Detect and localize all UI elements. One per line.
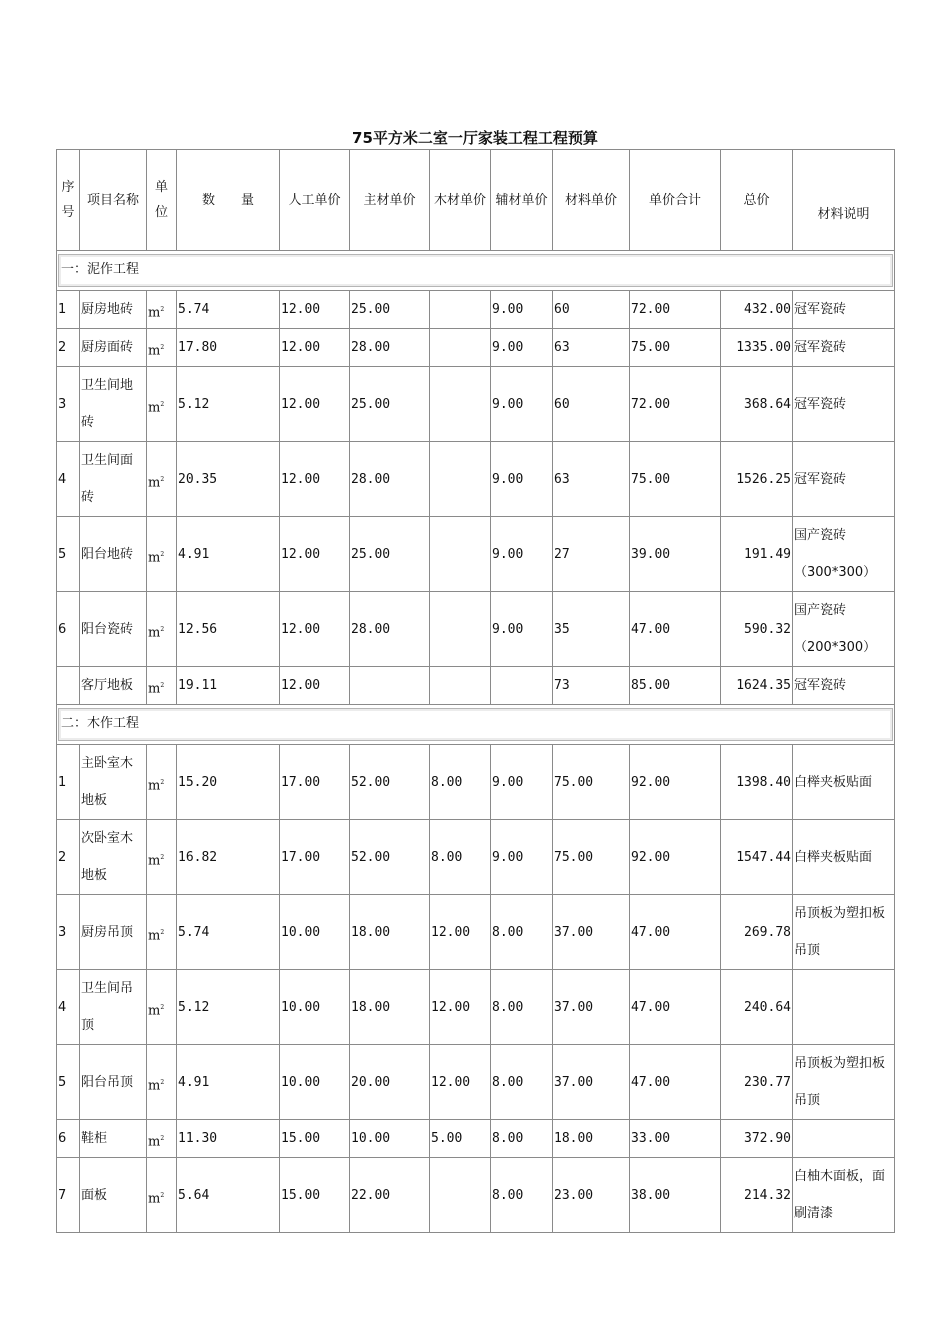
cell-material: 35 [553, 592, 630, 667]
section-row [57, 705, 895, 745]
cell-wood [430, 442, 491, 517]
cell-labor: 15.00 [280, 1158, 350, 1233]
cell-aux: 9.00 [491, 442, 553, 517]
cell-no: 6 [57, 592, 80, 667]
cell-wood: 12.00 [430, 895, 491, 970]
cell-material: 75.00 [553, 820, 630, 895]
unit-superscript: 2 [160, 1003, 165, 1011]
cell-total: 214.32 [721, 1158, 793, 1233]
unit-symbol: $m^2$ [148, 475, 165, 491]
cell-aux: 8.00 [491, 970, 553, 1045]
cell-aux: 8.00 [491, 895, 553, 970]
cell-wood: 12.00 [430, 1045, 491, 1120]
cell-material: 73 [553, 667, 630, 705]
cell-unit-total: 75.00 [630, 329, 721, 367]
cell-total: 1624.35 [721, 667, 793, 705]
table-row [57, 329, 895, 367]
cell-main: 25.00 [350, 367, 430, 442]
cell-material: 37.00 [553, 970, 630, 1045]
section-label: 二：木作工程 [58, 708, 893, 741]
unit-symbol: $m^2$ [148, 928, 165, 944]
cell-no: 4 [57, 970, 80, 1045]
unit-superscript: 2 [160, 475, 165, 483]
budget-table [56, 149, 895, 1233]
cell-name: 阳台吊顶 [80, 1045, 147, 1120]
cell-aux: 8.00 [491, 1120, 553, 1158]
header-total: 总价 [721, 150, 793, 251]
cell-wood: 5.00 [430, 1120, 491, 1158]
unit-symbol: $m^2$ [148, 305, 165, 321]
cell-main: 20.00 [350, 1045, 430, 1120]
cell-material: 75.00 [553, 745, 630, 820]
unit-superscript: 2 [160, 853, 165, 861]
cell-qty: 5.12 [177, 367, 280, 442]
cell-total: 368.64 [721, 367, 793, 442]
cell-no: 2 [57, 329, 80, 367]
header-name: 项目名称 [80, 150, 147, 251]
cell-total: 590.32 [721, 592, 793, 667]
cell-name: 厨房地砖 [80, 291, 147, 329]
cell-material: 63 [553, 329, 630, 367]
cell-qty: 12.56 [177, 592, 280, 667]
cell-unit [147, 667, 177, 705]
cell-material: 37.00 [553, 1045, 630, 1120]
unit-superscript: 2 [160, 400, 165, 408]
cell-name: 卫生间面砖 [80, 442, 147, 517]
cell-labor: 12.00 [280, 291, 350, 329]
cell-wood: 12.00 [430, 970, 491, 1045]
cell-unit-total: 92.00 [630, 745, 721, 820]
cell-aux: 9.00 [491, 592, 553, 667]
cell-aux: 9.00 [491, 329, 553, 367]
cell-unit [147, 329, 177, 367]
cell-labor: 12.00 [280, 592, 350, 667]
cell-wood [430, 329, 491, 367]
cell-note: 吊顶板为塑扣板吊顶 [793, 1045, 895, 1120]
table-row [57, 592, 895, 667]
unit-symbol: $m^2$ [148, 681, 165, 697]
table-row [57, 745, 895, 820]
section-cell [57, 251, 895, 291]
cell-labor: 12.00 [280, 667, 350, 705]
table-row [57, 1120, 895, 1158]
cell-note [793, 1120, 895, 1158]
cell-main: 52.00 [350, 745, 430, 820]
cell-name: 次卧室木地板 [80, 820, 147, 895]
cell-labor: 17.00 [280, 820, 350, 895]
header-aux: 辅材单价 [491, 150, 553, 251]
header-main: 主材单价 [350, 150, 430, 251]
cell-note: 冠军瓷砖 [793, 291, 895, 329]
cell-note: 冠军瓷砖 [793, 442, 895, 517]
cell-wood [430, 1158, 491, 1233]
cell-unit [147, 895, 177, 970]
cell-unit [147, 1158, 177, 1233]
cell-qty: 5.74 [177, 895, 280, 970]
cell-main: 18.00 [350, 970, 430, 1045]
cell-aux: 8.00 [491, 1045, 553, 1120]
cell-unit-total: 38.00 [630, 1158, 721, 1233]
header-row [57, 150, 895, 251]
cell-material: 18.00 [553, 1120, 630, 1158]
cell-unit-total: 47.00 [630, 1045, 721, 1120]
cell-name: 阳台瓷砖 [80, 592, 147, 667]
unit-symbol: $m^2$ [148, 1134, 165, 1150]
cell-material: 37.00 [553, 895, 630, 970]
cell-main: 28.00 [350, 329, 430, 367]
cell-no: 5 [57, 1045, 80, 1120]
cell-labor: 12.00 [280, 517, 350, 592]
cell-note: 白柚木面板，面刷清漆 [793, 1158, 895, 1233]
unit-symbol: $m^2$ [148, 853, 165, 869]
cell-aux: 9.00 [491, 517, 553, 592]
cell-note: 冠军瓷砖 [793, 367, 895, 442]
cell-note: 冠军瓷砖 [793, 329, 895, 367]
cell-labor: 10.00 [280, 895, 350, 970]
cell-unit-total: 72.00 [630, 291, 721, 329]
unit-superscript: 2 [160, 682, 165, 690]
cell-note: 冠军瓷砖 [793, 667, 895, 705]
cell-unit-total: 47.00 [630, 592, 721, 667]
cell-unit-total: 85.00 [630, 667, 721, 705]
cell-labor: 10.00 [280, 1045, 350, 1120]
header-material: 材料单价 [553, 150, 630, 251]
cell-name: 厨房吊顶 [80, 895, 147, 970]
cell-total: 1398.40 [721, 745, 793, 820]
cell-main: 28.00 [350, 592, 430, 667]
unit-superscript: 2 [160, 1078, 165, 1086]
cell-no: 5 [57, 517, 80, 592]
header-labor: 人工单价 [280, 150, 350, 251]
cell-name: 厨房面砖 [80, 329, 147, 367]
unit-superscript: 2 [160, 550, 165, 558]
cell-main: 10.00 [350, 1120, 430, 1158]
table-row [57, 442, 895, 517]
cell-name: 阳台地砖 [80, 517, 147, 592]
unit-symbol: $m^2$ [148, 1003, 165, 1019]
cell-labor: 15.00 [280, 1120, 350, 1158]
unit-symbol: $m^2$ [148, 343, 165, 359]
cell-total: 269.78 [721, 895, 793, 970]
cell-unit [147, 970, 177, 1045]
cell-total: 1547.44 [721, 820, 793, 895]
cell-no: 1 [57, 291, 80, 329]
section-cell [57, 705, 895, 745]
cell-note: 国产瓷砖（200*300） [793, 592, 895, 667]
cell-qty: 11.30 [177, 1120, 280, 1158]
cell-unit-total: 75.00 [630, 442, 721, 517]
table-row [57, 1045, 895, 1120]
table-row [57, 820, 895, 895]
cell-aux: 9.00 [491, 291, 553, 329]
unit-symbol: $m^2$ [148, 1191, 165, 1207]
cell-labor: 10.00 [280, 970, 350, 1045]
cell-name: 鞋柜 [80, 1120, 147, 1158]
cell-labor: 12.00 [280, 442, 350, 517]
cell-unit [147, 592, 177, 667]
cell-qty: 17.80 [177, 329, 280, 367]
cell-unit-total: 92.00 [630, 820, 721, 895]
cell-no: 2 [57, 820, 80, 895]
cell-unit [147, 367, 177, 442]
unit-symbol: $m^2$ [148, 778, 165, 794]
cell-name: 客厅地板 [80, 667, 147, 705]
cell-note: 吊顶板为塑扣板吊顶 [793, 895, 895, 970]
cell-qty: 4.91 [177, 517, 280, 592]
cell-main [350, 667, 430, 705]
unit-superscript: 2 [160, 928, 165, 936]
cell-unit-total: 47.00 [630, 895, 721, 970]
section-row [57, 251, 895, 291]
cell-aux: 9.00 [491, 820, 553, 895]
cell-wood [430, 517, 491, 592]
unit-superscript: 2 [160, 306, 165, 314]
cell-aux: 9.00 [491, 745, 553, 820]
cell-material: 23.00 [553, 1158, 630, 1233]
unit-superscript: 2 [160, 344, 165, 352]
unit-superscript: 2 [160, 625, 165, 633]
cell-qty: 5.64 [177, 1158, 280, 1233]
cell-note: 白榉夹板贴面 [793, 820, 895, 895]
cell-total: 1526.25 [721, 442, 793, 517]
cell-unit [147, 291, 177, 329]
cell-qty: 5.74 [177, 291, 280, 329]
cell-wood [430, 667, 491, 705]
cell-labor: 12.00 [280, 329, 350, 367]
cell-no: 3 [57, 895, 80, 970]
cell-qty: 16.82 [177, 820, 280, 895]
unit-symbol: $m^2$ [148, 400, 165, 416]
unit-superscript: 2 [160, 778, 165, 786]
cell-aux: 9.00 [491, 367, 553, 442]
cell-note: 白榉夹板贴面 [793, 745, 895, 820]
cell-name: 面板 [80, 1158, 147, 1233]
table-row [57, 1158, 895, 1233]
cell-main: 22.00 [350, 1158, 430, 1233]
cell-name: 主卧室木地板 [80, 745, 147, 820]
unit-symbol: $m^2$ [148, 625, 165, 641]
cell-name: 卫生间地砖 [80, 367, 147, 442]
cell-no: 4 [57, 442, 80, 517]
cell-main: 52.00 [350, 820, 430, 895]
header-qty: 数 量 [177, 150, 280, 251]
cell-material: 27 [553, 517, 630, 592]
header-note: 材料说明 [793, 150, 895, 251]
table-row [57, 895, 895, 970]
table-row [57, 667, 895, 705]
header-unit: 单 位 [147, 150, 177, 251]
table-row [57, 367, 895, 442]
cell-main: 18.00 [350, 895, 430, 970]
cell-wood: 8.00 [430, 820, 491, 895]
unit-symbol: $m^2$ [148, 1078, 165, 1094]
header-unit-total: 单价合计 [630, 150, 721, 251]
cell-note [793, 970, 895, 1045]
cell-aux [491, 667, 553, 705]
cell-total: 372.90 [721, 1120, 793, 1158]
cell-no: 6 [57, 1120, 80, 1158]
unit-superscript: 2 [160, 1135, 165, 1143]
cell-labor: 17.00 [280, 745, 350, 820]
header-wood: 木材单价 [430, 150, 491, 251]
cell-unit [147, 517, 177, 592]
cell-no: 1 [57, 745, 80, 820]
table-row [57, 291, 895, 329]
cell-unit [147, 442, 177, 517]
cell-material: 60 [553, 291, 630, 329]
cell-qty: 15.20 [177, 745, 280, 820]
cell-name: 卫生间吊顶 [80, 970, 147, 1045]
table-row [57, 517, 895, 592]
cell-wood [430, 291, 491, 329]
cell-unit-total: 72.00 [630, 367, 721, 442]
cell-material: 60 [553, 367, 630, 442]
unit-superscript: 2 [160, 1191, 165, 1199]
cell-qty: 4.91 [177, 1045, 280, 1120]
cell-qty: 20.35 [177, 442, 280, 517]
cell-qty: 5.12 [177, 970, 280, 1045]
cell-total: 230.77 [721, 1045, 793, 1120]
cell-no [57, 667, 80, 705]
cell-no: 7 [57, 1158, 80, 1233]
cell-unit [147, 820, 177, 895]
cell-total: 432.00 [721, 291, 793, 329]
cell-unit [147, 1045, 177, 1120]
cell-no: 3 [57, 367, 80, 442]
header-no: 序 号 [57, 150, 80, 251]
cell-unit [147, 745, 177, 820]
cell-unit-total: 33.00 [630, 1120, 721, 1158]
cell-main: 25.00 [350, 291, 430, 329]
cell-wood: 8.00 [430, 745, 491, 820]
unit-symbol: $m^2$ [148, 550, 165, 566]
cell-note: 国产瓷砖（300*300） [793, 517, 895, 592]
cell-labor: 12.00 [280, 367, 350, 442]
cell-wood [430, 367, 491, 442]
cell-main: 25.00 [350, 517, 430, 592]
cell-unit [147, 1120, 177, 1158]
cell-wood [430, 592, 491, 667]
cell-material: 63 [553, 442, 630, 517]
table-row [57, 970, 895, 1045]
cell-qty: 19.11 [177, 667, 280, 705]
cell-aux: 8.00 [491, 1158, 553, 1233]
cell-total: 1335.00 [721, 329, 793, 367]
page-title: 75平方米二室一厅家装工程工程预算 [352, 129, 598, 147]
cell-unit-total: 39.00 [630, 517, 721, 592]
cell-total: 191.49 [721, 517, 793, 592]
cell-total: 240.64 [721, 970, 793, 1045]
section-label: 一：泥作工程 [58, 254, 893, 287]
cell-main: 28.00 [350, 442, 430, 517]
cell-unit-total: 47.00 [630, 970, 721, 1045]
